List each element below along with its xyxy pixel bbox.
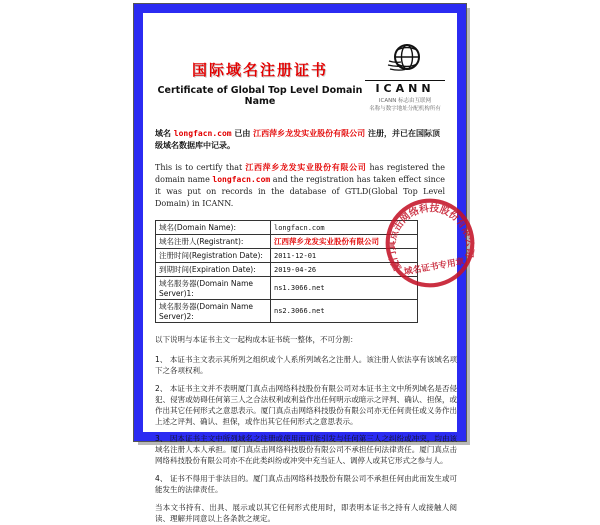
terms-item-4: 4、 证书不得用于非法目的。厦门真点击网络科技股份有限公司不承担任何由此而发生或可能发生的法律责任。 [155,474,457,494]
table-row [156,221,418,235]
icann-wordmark: ICANN [365,80,445,95]
stamp-caption-text: 域名证书专用章 [403,257,466,278]
title-block [155,39,365,114]
row-value: ns1.3066.net [271,277,418,300]
row-label: 域名服务器(Domain Name Server)1: [156,277,271,300]
domain-details-table [155,220,418,323]
row-label: 域名注册人(Registrant): [156,235,271,249]
row-label: 到期时间(Expiration Date): [156,263,271,277]
row-value: 江西萍乡龙发实业股份有限公司 [271,235,418,249]
table-row [156,277,418,300]
terms-item-3: 3、 因本证书主文中所列域名之注册或使用而可能引发与任何第三人之纠纷或冲突，均由该域名注册人本人承担。厦门真点击网络科技股份有限公司不承担任何法律责任。厦门真点击网络科技股份有限公司亦不在此类纠纷或冲突中充当证人、调停人或其它形式之参与人。 [155,434,457,466]
stamp-company-text: 厦门真点击网络科技股份有限公司 [386,203,475,273]
row-label: 域名(Domain Name): [156,221,271,235]
icann-caption-line2: 名称与数字地址分配机构所有 [369,106,441,113]
terms-intro: 以下说明与本证书主文一起构成本证书统一整体，不可分割： [155,335,358,345]
row-value: 2019-04-26 [271,263,418,277]
terms-section [155,335,457,524]
certificate-content [143,39,457,525]
registrant-name-text: 江西萍乡龙发实业股份有限公司 [253,128,366,138]
registrant-name-text-en: 江西萍乡龙发实业股份有限公司 [245,162,367,173]
row-label: 域名服务器(Domain Name Server)2: [156,300,271,323]
page-subtitle: Certificate of Global Top Level Domain Name [157,85,363,107]
page-title: 国际域名注册证书 [191,61,328,79]
intro-paragraph-en [155,161,445,210]
globe-icon [365,39,445,79]
table-row [156,263,418,277]
domain-name-text-en: longfacn.com [212,175,271,185]
intro-en-part2: has registered the domain name [155,163,445,185]
closing-paragraph: 当本文书持有、出具、展示或以其它任何形式使用时，即表明本证书之持有人或接触人阅读、理解并同意以上各条款之规定。 [155,502,457,523]
icann-logo [365,39,445,114]
table-row [156,300,418,323]
terms-item-2: 2、 本证书主文并不表明厦门真点击网络科技股份有限公司对本证书主文中所列域名是否侵犯、侵害或妨碍任何第三人之合法权利或利益作出任何明示或暗示之评判、确认、担保，或作出其它任何形式之意思表示。厦门真点击网络科技股份有限公司亦无任何责任或义务作出上述之评判、确认、担保，或作出其它任何形式之意思表示。 [155,383,457,426]
row-label: 注册时间(Registration Date): [156,249,271,263]
certificate-header [155,39,445,114]
table-row [156,249,418,263]
intro-paragraph-cn [155,128,445,153]
intro-en-part1: This is to certify that [155,163,246,173]
icann-caption [365,97,445,114]
row-value: ns2.3066.net [271,300,418,323]
certificate-page [134,4,475,523]
icann-caption-line1: ICANN 标志由互联网 [378,98,432,104]
row-value: longfacn.com [271,221,418,235]
domain-name-text: longfacn.com [173,128,232,138]
row-value: 2011-12-01 [271,249,418,263]
intro-en-part3: and the registration has taken effect since it was put on records in the database of GTLD(Global Top Level Domain) in ICANN. [155,175,445,209]
intro-cn-prefix: 域名 [155,128,174,138]
intro-cn-suffix: 注册，并已在国际顶级域名数据库中记录。 [155,128,440,150]
intro-cn-middle: 已由 [231,128,254,138]
table-row [156,235,418,249]
terms-item-1: 1、 本证书主文表示其所列之组织或个人系所列域名之注册人。该注册人依法享有该域名项下之各项权利。 [155,355,457,376]
